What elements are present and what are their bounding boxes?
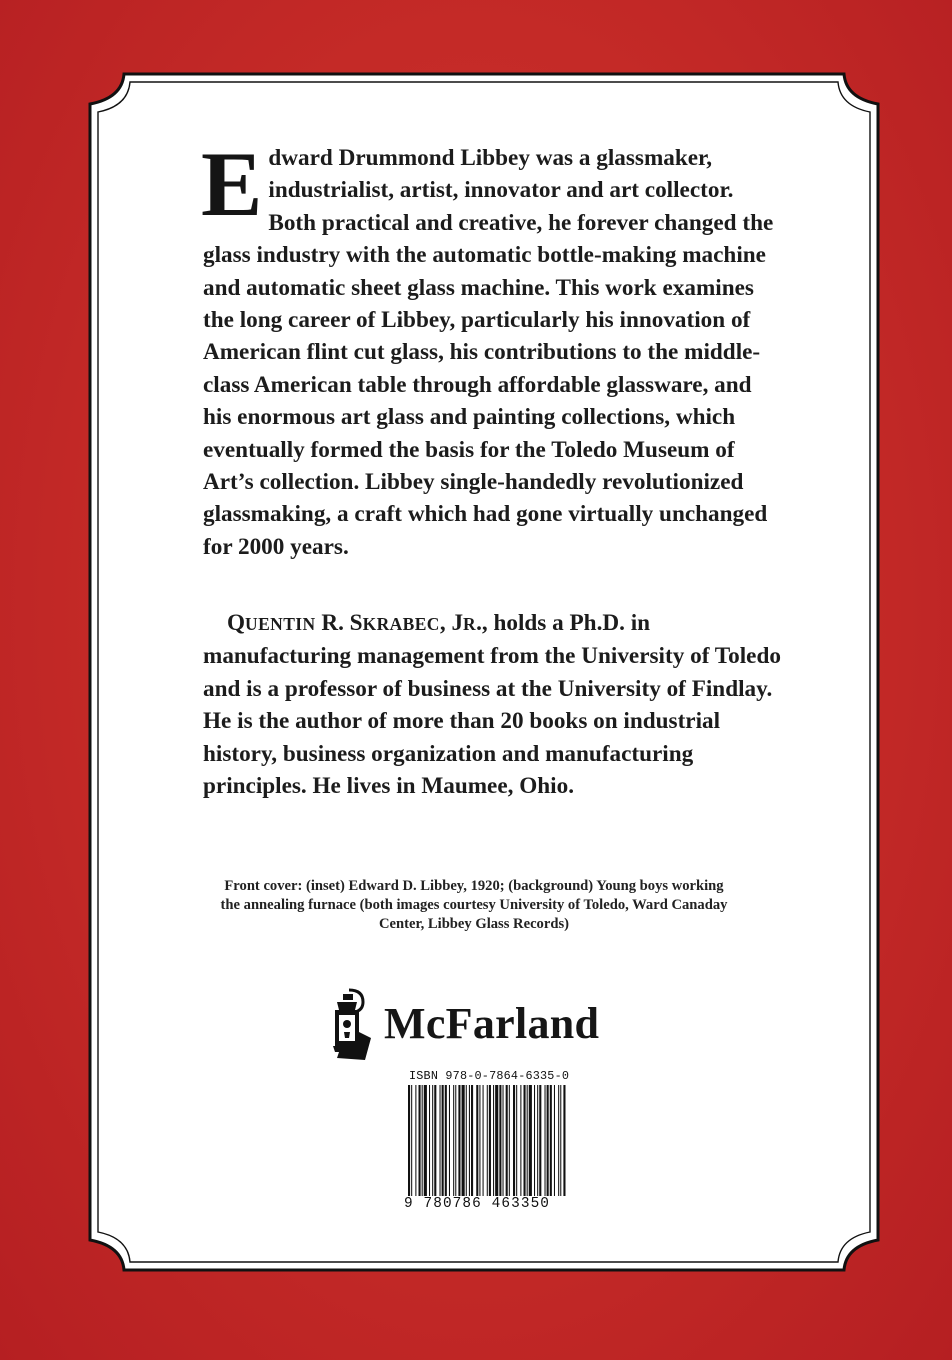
barcode-bar <box>489 1085 491 1205</box>
barcode-bar <box>479 1085 480 1205</box>
barcode-bar <box>558 1085 559 1205</box>
barcode-bar <box>442 1085 444 1205</box>
lantern-icon <box>329 988 373 1062</box>
barcode-bar <box>547 1085 549 1205</box>
barcode-bar <box>560 1085 561 1205</box>
barcode-bar <box>550 1085 552 1205</box>
barcode-bar <box>534 1085 535 1205</box>
barcode-bar <box>466 1085 467 1205</box>
barcode-bar <box>487 1085 488 1205</box>
author-name-s-rest: KRABEC <box>362 614 440 634</box>
barcode-bar <box>537 1085 538 1205</box>
author-name-comma: , <box>439 610 452 636</box>
barcode-bar <box>424 1085 427 1205</box>
barcode-bar <box>545 1085 546 1205</box>
barcode-bar <box>483 1085 484 1205</box>
barcode-bar <box>539 1085 541 1205</box>
barcode-bar <box>440 1085 441 1205</box>
barcode-bar <box>513 1085 515 1205</box>
barcode-bar <box>503 1085 504 1205</box>
description-paragraph <box>201 133 783 563</box>
barcode-bar <box>554 1085 555 1205</box>
barcode-bar <box>509 1085 510 1205</box>
author-name-middle: R. <box>315 610 350 636</box>
barcode-bar <box>445 1085 447 1205</box>
publisher-mark <box>329 986 629 1066</box>
barcode-bar <box>429 1085 430 1205</box>
publisher-name: McFarland <box>384 999 600 1048</box>
barcode-bar <box>516 1085 517 1205</box>
description-text: dward Drummond Libbey was a glassmaker, industrialist, artist, innovator and art collector. Both practical and creative, he forever changed the glass industry with the automatic bottle-making machine and automatic sheet glass machine. This work examines the long career of Libbey, particularly his innovation of American flint cut glass, his contributions to the middle-class American table through affordable glassware, and his enormous art glass and painting collections, which eventually formed the basis for the Toledo Museum of Art’s collection. Libbey single-handedly revolutionized glassmaking, a craft which had gone virtually unchanged for 2000 years. <box>203 145 774 560</box>
barcode-bar <box>495 1085 498 1205</box>
barcode-bar <box>524 1085 526 1205</box>
barcode-bars <box>408 1085 568 1205</box>
barcode-bar <box>434 1085 436 1205</box>
barcode-bar <box>455 1085 456 1205</box>
author-name-initial-j: J <box>451 610 464 636</box>
barcode-bar <box>520 1085 521 1205</box>
author-name-period: . <box>476 610 482 636</box>
barcode-bar <box>458 1085 460 1205</box>
barcode-bar <box>471 1085 473 1205</box>
barcode-bar <box>411 1085 412 1205</box>
barcode-bar <box>476 1085 478 1205</box>
barcode-bar <box>453 1085 454 1205</box>
barcode-bar <box>415 1085 416 1205</box>
cover-credit: Front cover: (inset) Edward D. Libbey, 1920; (background) Young boys working the annealing furnace (both images courtesy University of Toledo, Ward Canaday Center, Libbey Glass Records) <box>220 878 728 932</box>
author-name-initial-q: Q <box>227 610 246 636</box>
barcode-bar <box>408 1085 410 1205</box>
barcode-bar <box>499 1085 501 1205</box>
author-name-j-rest: R <box>463 614 477 634</box>
isbn-digits: 9 780786 463350 <box>404 1196 580 1212</box>
barcode-bar <box>529 1085 532 1205</box>
author-name-initial-s: S <box>349 610 363 636</box>
back-cover-panel <box>84 68 884 1276</box>
barcode-bar <box>527 1085 528 1205</box>
barcode-bar <box>563 1085 565 1205</box>
barcode-bar <box>506 1085 508 1205</box>
isbn-label: ISBN 978-0-7864-6335-0 <box>409 1069 570 1083</box>
barcode-bar <box>449 1085 450 1205</box>
isbn-barcode <box>402 1069 570 1253</box>
barcode-bar <box>419 1085 421 1205</box>
barcode-bar <box>493 1085 494 1205</box>
drop-cap: E <box>201 133 263 235</box>
barcode-bar <box>432 1085 433 1205</box>
author-bio-text: , holds a Ph.D. in manufacturing management from the University of Toledo and is a professor of business at the University of Findlay. He is the author of more than 20 books on industrial history, business organization and manufacturing principles. He lives in Maumee, Ohio. <box>203 610 781 800</box>
barcode-bar <box>462 1085 465 1205</box>
author-name-q-rest: UENTIN <box>245 614 316 634</box>
barcode-bar <box>422 1085 423 1205</box>
barcode-bar <box>469 1085 470 1205</box>
author-bio <box>203 607 783 802</box>
